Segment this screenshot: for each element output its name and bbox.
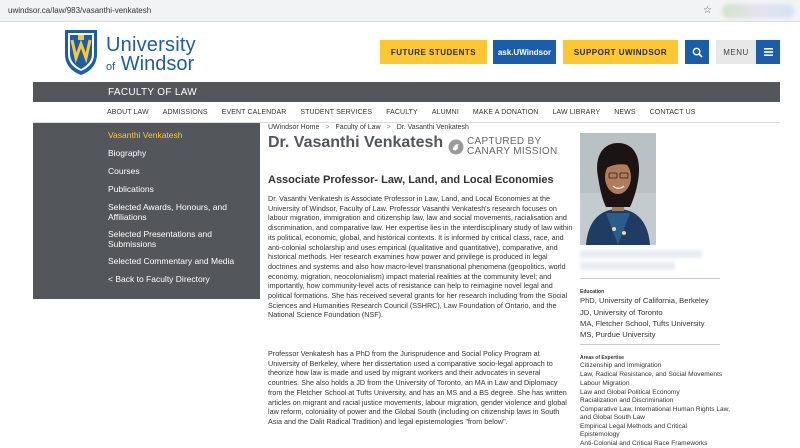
logo-windsor: Windsor xyxy=(120,53,195,75)
logo-university: University xyxy=(106,34,196,56)
expertise-item: Racialization and Discrimination xyxy=(580,397,674,404)
university-wordmark[interactable] xyxy=(106,36,196,77)
search-button[interactable] xyxy=(685,40,709,64)
education-item: JD, University of Toronto xyxy=(580,308,663,317)
nav-faculty[interactable]: FACULTY xyxy=(386,108,418,116)
sidebar-item-courses[interactable]: Courses xyxy=(108,166,140,176)
section-divider xyxy=(580,344,720,345)
sidebar-item-publications[interactable]: Publications xyxy=(108,184,154,194)
browser-extensions-blurred xyxy=(722,4,794,18)
faculty-nav xyxy=(100,104,703,120)
expertise-item: Law, Radical Resistance, and Social Movements xyxy=(580,371,723,378)
ask-uwindsor-button[interactable]: ask.UWindsor xyxy=(493,40,556,64)
sidebar-item-profile[interactable]: Vasanthi Venkatesh xyxy=(108,130,183,140)
canary-line2: CANARY MISSION xyxy=(467,146,558,157)
expertise-item: Labour Migration xyxy=(580,380,630,387)
nav-student-services[interactable]: STUDENT SERVICES xyxy=(300,108,373,116)
expertise-item: Comparative Law, International Human Rights Law, and Global South Law xyxy=(580,406,730,422)
nav-news[interactable]: NEWS xyxy=(614,108,636,116)
breadcrumb-home[interactable]: UWindsor Home xyxy=(268,124,320,131)
sidebar-item-awards[interactable]: Selected Awards, Honours, and Affiliations xyxy=(108,202,227,222)
nav-contact-us[interactable]: CONTACT US xyxy=(649,108,696,116)
canary-mission-badge[interactable] xyxy=(448,137,558,157)
sidebar-item-presentations[interactable]: Selected Presentations and Submissions xyxy=(108,229,212,249)
breadcrumb xyxy=(268,124,469,131)
university-shield-icon[interactable] xyxy=(62,28,100,76)
profile-sidebar xyxy=(33,123,260,299)
breadcrumb-current: Dr. Vasanthi Venkatesh xyxy=(396,124,469,131)
education-item: MA, Fletcher School, Tufts University xyxy=(580,319,705,328)
breadcrumb-chevron-icon: > xyxy=(386,124,391,131)
site-header xyxy=(0,22,800,82)
browser-address-bar[interactable] xyxy=(0,0,800,22)
expertise-label: Areas of Expertise xyxy=(580,355,624,361)
nav-about-law[interactable]: ABOUT LAW xyxy=(107,108,149,116)
sidebar-item-back[interactable]: < Back to Faculty Directory xyxy=(108,274,210,284)
sidebar-item-commentary[interactable]: Selected Commentary and Media xyxy=(108,256,235,266)
page-title: Dr. Vasanthi Venkatesh xyxy=(268,134,444,151)
canary-bird-icon xyxy=(448,139,464,155)
faculty-title[interactable]: FACULTY OF LAW xyxy=(108,86,198,98)
bookmark-star-icon[interactable]: ☆ xyxy=(703,5,712,16)
nav-alumni[interactable]: ALUMNI xyxy=(431,108,459,116)
canary-line1: CAPTURED BY xyxy=(467,136,542,147)
faculty-bar xyxy=(33,82,780,102)
expertise-item: Anti-Colonial and Critical Race Frameworks xyxy=(580,440,708,447)
hamburger-icon xyxy=(764,48,773,56)
nav-law-library[interactable]: LAW LIBRARY xyxy=(552,108,601,116)
position-subtitle: Associate Professor- Law, Land, and Local Economies xyxy=(268,174,554,186)
profile-photo xyxy=(580,133,656,245)
section-divider xyxy=(580,278,720,279)
url-text[interactable]: uwindsor.ca/law/983/vasanthi-venkatesh xyxy=(8,6,152,15)
future-students-button[interactable]: FUTURE STUDENTS xyxy=(380,40,487,64)
nav-make-a-donation[interactable]: MAKE A DONATION xyxy=(472,108,539,116)
bio-paragraph-2: Professor Venkatesh has a PhD from the Jurisprudence and Social Policy Program at University of Berkeley, where her dissertation used a comparative socio-legal approach to theorize how law is made and used by migrant workers and their advocates in several countries. She also holds a JD from the University of Toronto, an MA in Law and Diplomacy from the Fletcher School at Tufts University, and has an MS and a BS degree. She has written articles on migrant and racial justice movements, labour migration, gender violence and global law reform, coloniality of power and the Global South (including on citizenship laws in South Asia and the Dalit Radical Tradition) and legal epistemologies "from below". xyxy=(268,349,567,426)
hamburger-button[interactable] xyxy=(756,40,780,64)
expertise-item: Empirical Legal Methods and Critical Epistemology xyxy=(580,423,688,439)
breadcrumb-chevron-icon: > xyxy=(325,124,330,131)
menu-button[interactable]: MENU xyxy=(716,40,756,64)
logo-of: of xyxy=(106,61,116,73)
expertise-item: Law and Global Political Economy xyxy=(580,389,680,396)
nav-admissions[interactable]: ADMISSIONS xyxy=(162,108,208,116)
expertise-item: Citizenship and Immigration xyxy=(580,362,662,369)
support-uwindsor-button[interactable]: SUPPORT UWINDSOR xyxy=(563,40,678,64)
education-label: Education xyxy=(580,289,605,295)
education-item: PhD, University of California, Berkeley xyxy=(580,296,709,305)
nav-event-calendar[interactable]: EVENT CALENDAR xyxy=(221,108,287,116)
sidebar-item-biography[interactable]: Biography xyxy=(108,148,147,158)
blurred-contact-info xyxy=(580,250,710,272)
search-icon xyxy=(692,47,703,58)
bio-paragraph-1: Dr. Vasanthi Venkatesh is Associate Professor in Law, Land, and Local Economies at the University of Windsor, Faculty of Law. Professor Vasanthi Venkatesh's research focuses on labour migration, immigration and citizenship law, law and social movements, racialisation and discrimination, and comparative law. Her expertise lies in the interdisciplinary study of law within its political, economic, global, and historical contexts. It is informed by critical class, race, and anti-colonial scholarship and uses empirical (qualitative and quantitative), comparative, and historical methods. Her research examines how power and privilege is produced in legal doctrines and systems and also how macro-level transnational phenomena (geopolitics, world economy, migration, neocolonialism) impact material realities at the community level; and importantly, how community-level acts of resistance can help to reimagine novel legal and political formations. She has received several grants for her research including from the Social Sciences and Humanities Research Council (SSHRC), Law Foundation of Ontario, and the National Science Foundation (NSF). xyxy=(268,194,573,320)
breadcrumb-faculty-of-law[interactable]: Faculty of Law xyxy=(335,124,381,131)
education-item: MS, Purdue University xyxy=(580,330,656,339)
